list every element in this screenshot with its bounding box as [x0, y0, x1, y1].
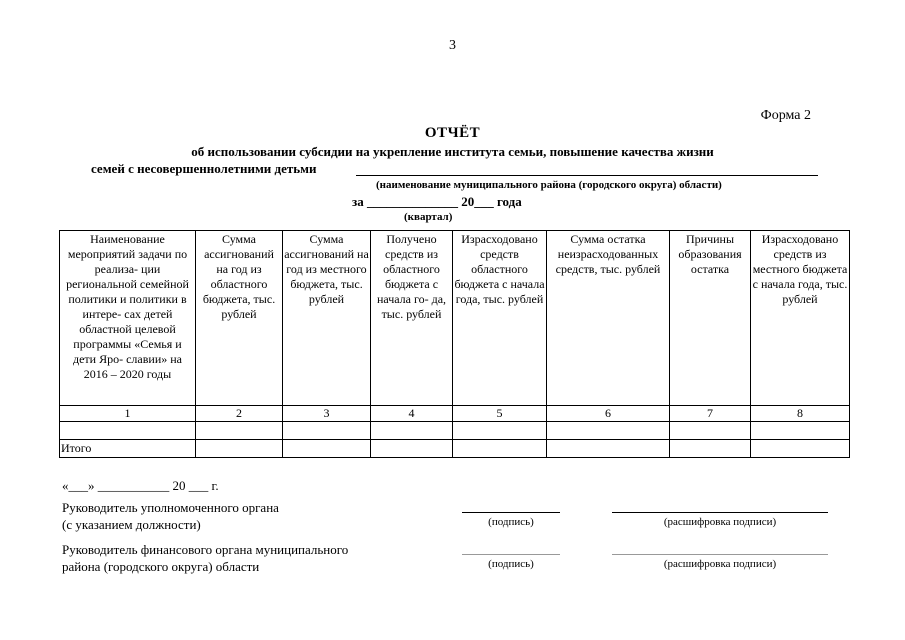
signatory-1-sign-caption: (подпись)	[488, 516, 534, 528]
table-cell	[670, 422, 751, 440]
column-number: 2	[196, 406, 283, 422]
column-header: Получено средств из областного бюджета с начала го- да, тыс. рублей	[371, 231, 453, 406]
table-cell	[196, 422, 283, 440]
table-cell	[283, 440, 371, 458]
table-cell	[283, 422, 371, 440]
signatory-2-role	[62, 541, 348, 575]
signatory-2-decode-line	[612, 554, 828, 555]
column-header: Израсходовано средств из местного бюджета с начала года, тыс. рублей	[751, 231, 850, 406]
column-header: Израсходовано средств областного бюджета с начала года, тыс. рублей	[453, 231, 547, 406]
column-number: 8	[751, 406, 850, 422]
total-label: Итого	[60, 440, 196, 458]
signatory-1-sign-line	[462, 512, 560, 513]
signatory-2-role-line1: Руководитель финансового органа муниципального	[62, 542, 349, 557]
signatory-2-decode-caption: (расшифровка подписи)	[663, 558, 777, 570]
report-table	[59, 230, 850, 458]
column-number: 1	[60, 406, 196, 422]
column-header: Сумма ассигнований на год из областного бюджета, тыс. рублей	[196, 231, 283, 406]
document-title: ОТЧЁТ	[424, 125, 481, 141]
date-line: «___» ___________ 20 ___ г.	[62, 478, 219, 493]
quarter-caption: (квартал)	[404, 211, 453, 223]
column-number: 5	[453, 406, 547, 422]
signatory-1-role-line2: (с указанием должности)	[62, 517, 201, 532]
table-cell	[60, 422, 196, 440]
table-total-row	[60, 440, 850, 458]
table-cell	[453, 440, 547, 458]
column-number: 4	[371, 406, 453, 422]
signatory-1-decode-line	[612, 512, 828, 513]
table-cell	[547, 422, 670, 440]
table-header-row	[60, 231, 850, 406]
table-cell	[371, 440, 453, 458]
signatory-1-role-line1: Руководитель уполномоченного органа	[62, 500, 279, 515]
municipality-fill-line	[356, 175, 818, 176]
table-cell	[371, 422, 453, 440]
signatory-2-role-line2: района (городского округа) области	[62, 559, 260, 574]
period-line: за ______________ 20___ года	[352, 194, 522, 209]
table-cell	[751, 440, 850, 458]
signatory-2-sign-caption: (подпись)	[488, 558, 534, 570]
signatory-1-decode-caption: (расшифровка подписи)	[663, 516, 777, 528]
column-number: 6	[547, 406, 670, 422]
signatory-1-role	[62, 499, 279, 533]
table-cell	[751, 422, 850, 440]
document-subtitle-line1: об использовании субсидии на укрепление института семьи, повышение качества жизни	[191, 144, 714, 159]
column-number-row	[60, 406, 850, 422]
column-header: Сумма ассигнований на год из местного бюджета, тыс. рублей	[283, 231, 371, 406]
form-label: Форма 2	[760, 108, 811, 123]
table-cell	[670, 440, 751, 458]
signatory-2-sign-line	[462, 554, 560, 555]
column-header: Сумма остатка неизрасходованных средств, тыс. рублей	[547, 231, 670, 406]
column-header: Наименование мероприятий задачи по реализа- ции региональной семейной политики и политики в интере- сах детей областной целевой программы «Семья и дети Яро- славии» на 2016 – 2020 годы	[60, 231, 196, 406]
municipality-caption: (наименование муниципального района (городского округа) области)	[376, 179, 722, 191]
column-number: 7	[670, 406, 751, 422]
table-cell	[453, 422, 547, 440]
table-cell	[547, 440, 670, 458]
page-number: 3	[449, 38, 456, 53]
table-cell	[196, 440, 283, 458]
column-number: 3	[283, 406, 371, 422]
document-subtitle-line2: семей с несовершеннолетними детьми	[91, 161, 317, 176]
column-header: Причины образования остатка	[670, 231, 751, 406]
table-row	[60, 422, 850, 440]
